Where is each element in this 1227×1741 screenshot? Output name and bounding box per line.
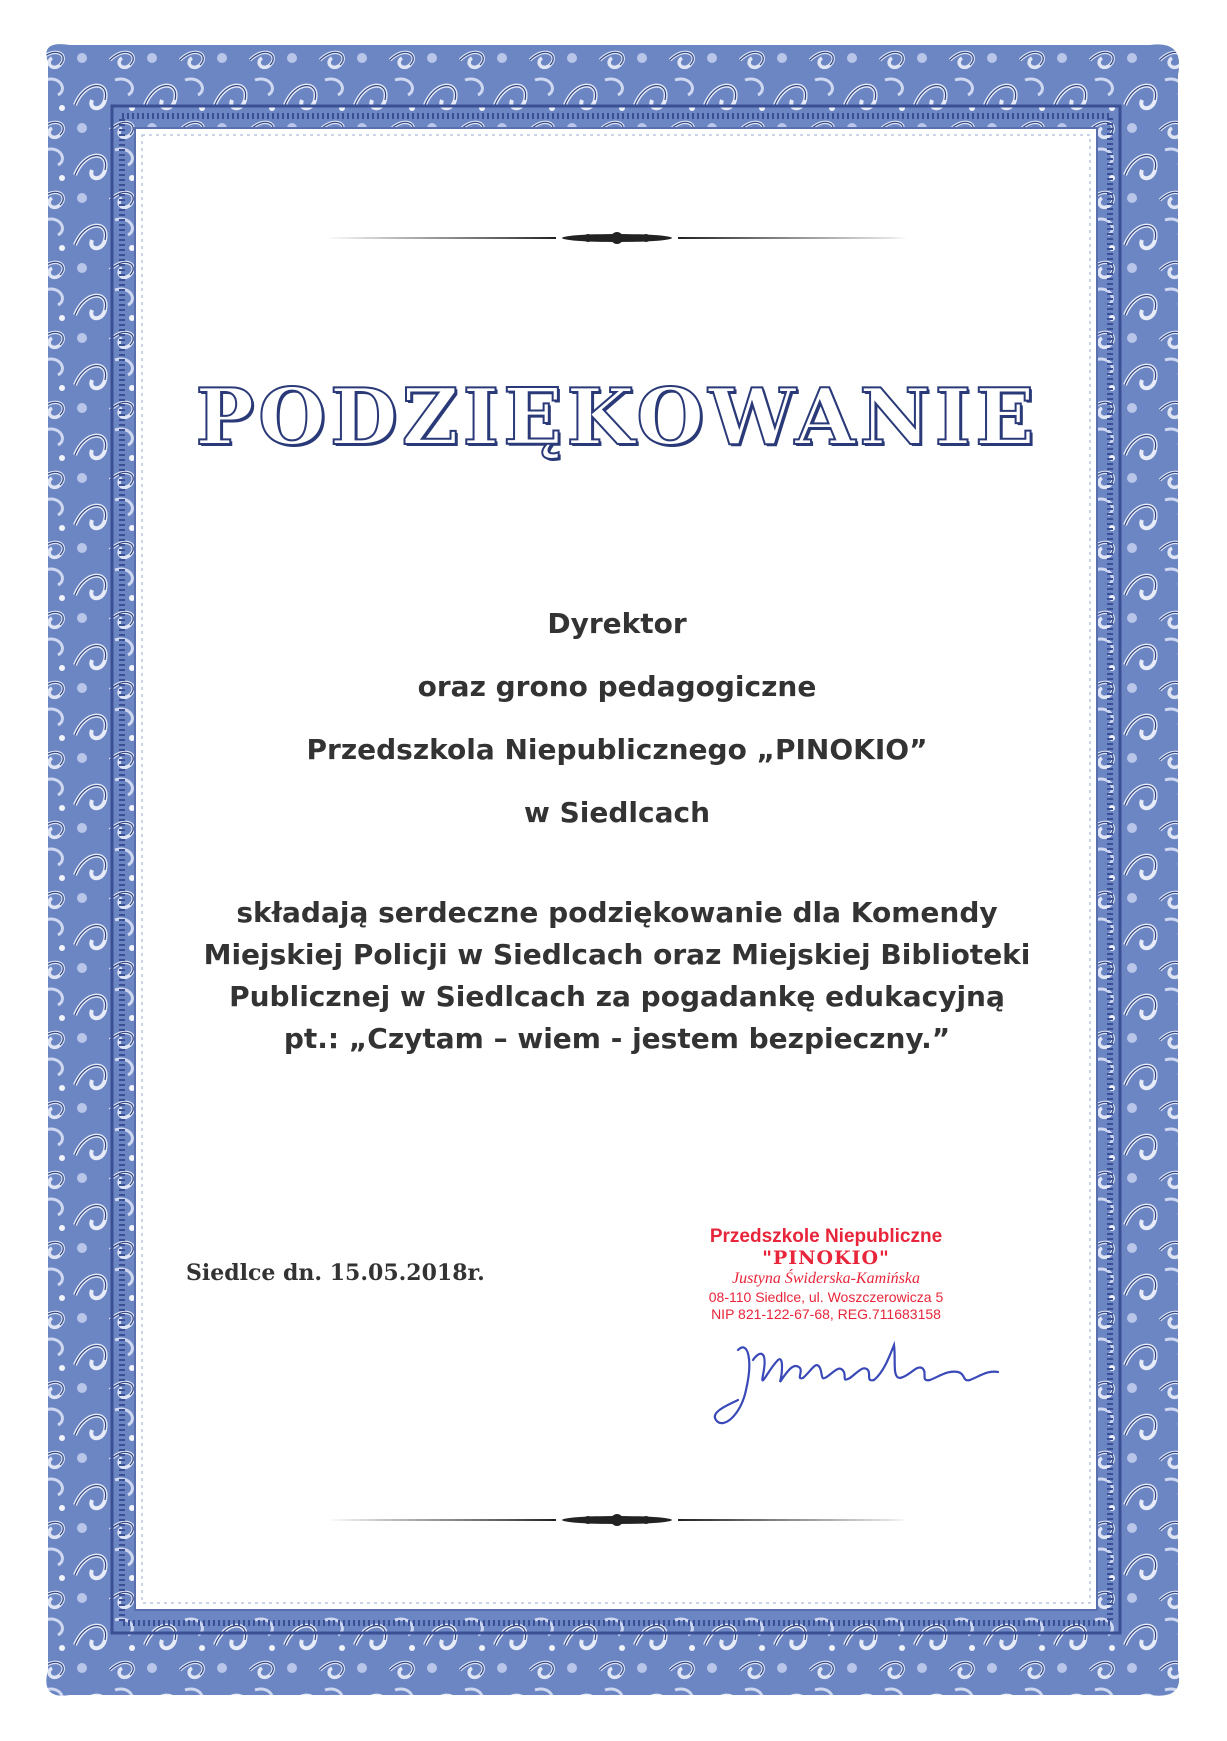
stamp-line: 08-110 Siedlce, ul. Woszczerowicza 5	[708, 1289, 944, 1305]
issuer-line: oraz grono pedagogiczne	[417, 670, 817, 703]
issuer-line: Dyrektor	[547, 607, 687, 640]
top-divider-ornament	[326, 228, 908, 248]
stamp-line: "PINOKIO"	[762, 1247, 890, 1269]
bottom-divider-ornament	[326, 1510, 908, 1530]
stamp-line: Przedszkole Niepubliczne	[709, 1226, 943, 1247]
institution-stamp	[676, 1227, 976, 1323]
paragraph-line: składają serdeczne podziękowanie dla Komendy	[236, 896, 998, 929]
handwritten-signature	[708, 1320, 1008, 1440]
paragraph-line: pt.: „Czytam – wiem - jestem bezpieczny.”	[283, 1022, 951, 1055]
issuer-line: w Siedlcach	[523, 796, 711, 829]
paragraph-line: Publicznej w Siedlcach za pogadankę edukacyjną	[229, 980, 1005, 1013]
certificate-title: PODZIĘKOWANIE	[195, 372, 1039, 463]
issuer-line: Przedszkola Niepublicznego „PINOKIO”	[306, 733, 928, 766]
stamp-line: Justyna Świderska-Kamińska	[732, 1270, 920, 1287]
thanks-paragraph	[148, 892, 1086, 1060]
issue-date: Siedlce dn. 15.05.2018r.	[186, 1260, 485, 1286]
issuer-block	[148, 607, 1086, 862]
paragraph-line: Miejskiej Policji w Siedlcach oraz Miejskiej Biblioteki	[203, 938, 1031, 971]
stamp-line: NIP 821-122-67-68, REG.711683158	[711, 1306, 941, 1322]
certificate-body	[148, 140, 1086, 1600]
